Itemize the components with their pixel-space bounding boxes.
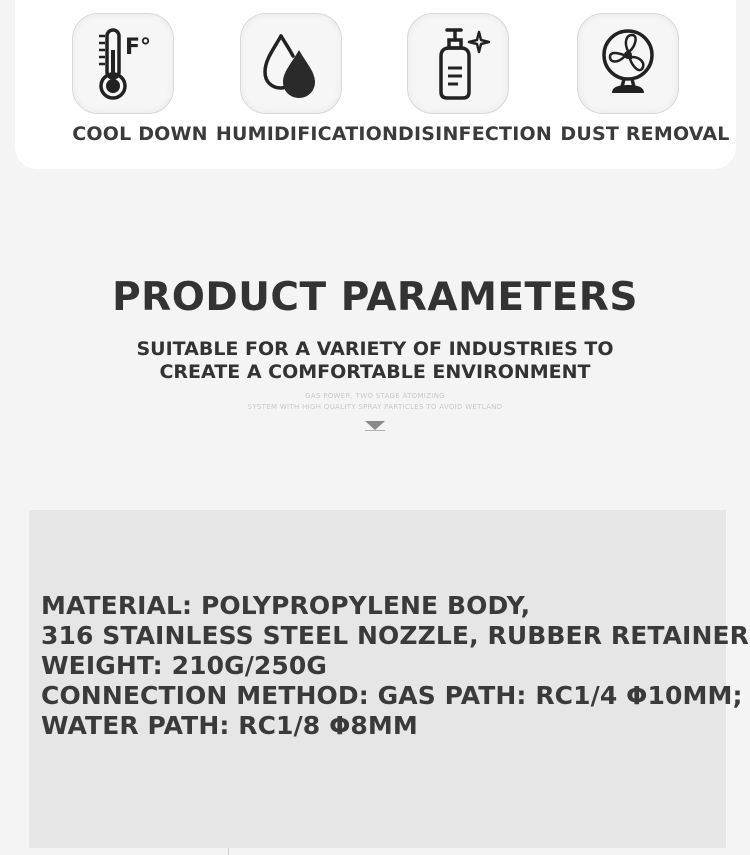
bottom-divider (228, 848, 229, 855)
subtitle-line: SUITABLE FOR A VARIETY OF INDUSTRIES TO (136, 338, 614, 360)
feature-label: DUST REMOVAL (560, 123, 730, 145)
parameter-line-water-path: WATER PATH: RC1/8 Φ8MM (41, 711, 418, 740)
parameter-line-connection: CONNECTION METHOD: GAS PATH: RC1/4 Φ10MM; (41, 681, 743, 710)
feature-icon-box (240, 13, 342, 114)
feature-label: COOL DOWN (72, 123, 208, 145)
fine-print-line: GAS POWER, TWO STAGE ATOMIZING (305, 392, 445, 400)
thermometer-icon (91, 26, 155, 102)
feature-label: HUMIDIFICATION (215, 123, 399, 145)
parameters-text (41, 591, 749, 741)
section-title: PRODUCT PARAMETERS (112, 275, 638, 320)
fine-print (0, 391, 750, 413)
features-card (15, 0, 736, 169)
arrow-down-icon (365, 421, 385, 430)
water-drops-icon (259, 28, 323, 100)
feature-icon-box (407, 13, 509, 114)
feature-icon-box (577, 13, 679, 114)
parameter-line-weight: WEIGHT: 210G/250G (41, 651, 328, 680)
fan-icon (596, 27, 660, 101)
parameters-panel (29, 510, 749, 848)
thermometer-unit-text: F° (125, 34, 152, 60)
arrow-underline (365, 430, 385, 431)
feature-label: DISINFECTION (398, 123, 552, 145)
subtitle-line: CREATE A COMFORTABLE ENVIRONMENT (159, 361, 591, 383)
feature-icon-box (72, 13, 174, 114)
parameter-line-material-cont: 316 STAINLESS STEEL NOZZLE, RUBBER RETAINER (41, 621, 749, 650)
section-subtitle (0, 338, 750, 384)
parameter-line-material: MATERIAL: POLYPROPYLENE BODY, (41, 591, 531, 620)
fine-print-line: SYSTEM WITH HIGH QUALITY SPRAY PARTICLES TO AVOID WETLAND (247, 403, 503, 411)
sanitizer-bottle-icon (425, 26, 491, 102)
